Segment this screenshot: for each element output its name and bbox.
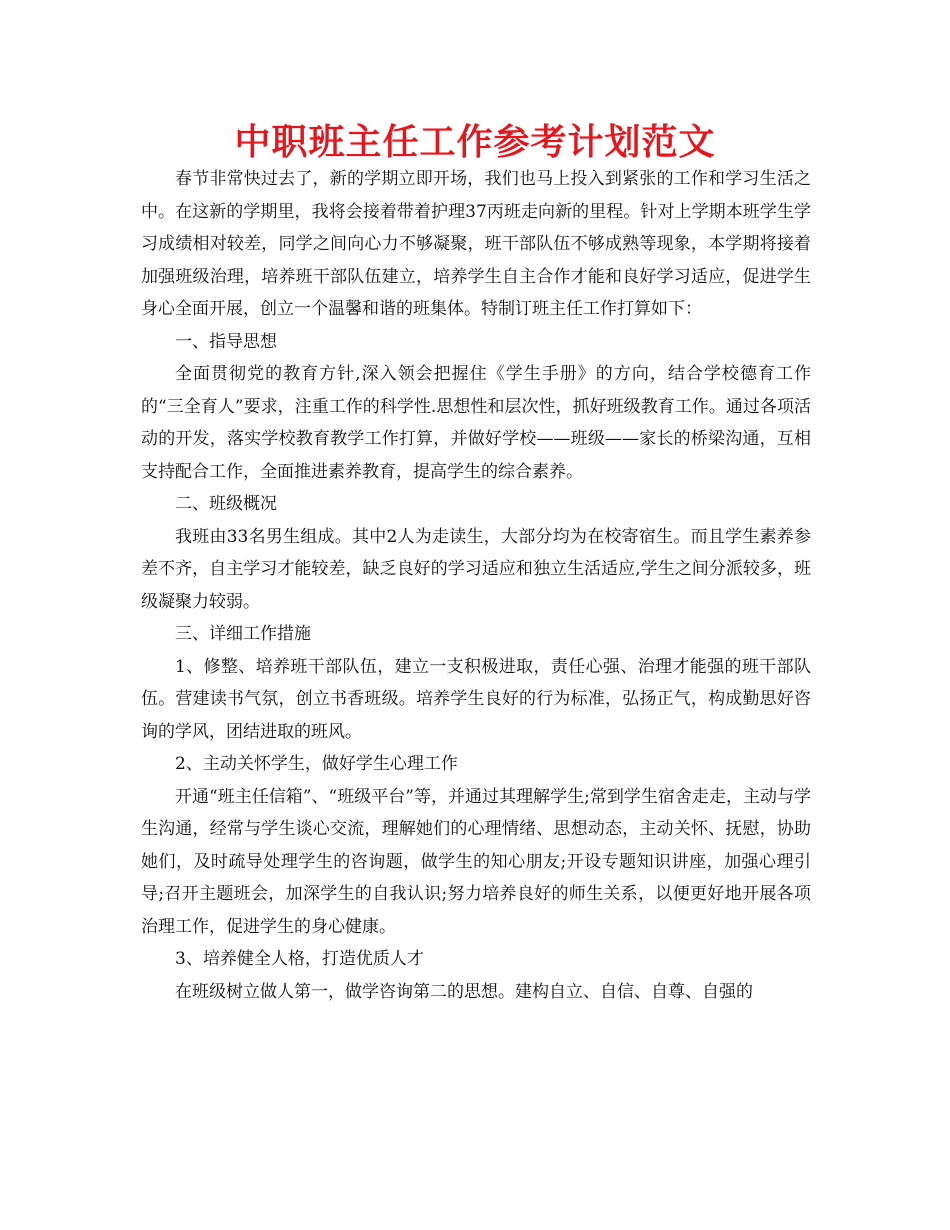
section-heading-class-overview: 二、班级概况 [175,494,277,514]
subheading-measure-3: 3、培养健全人格，打造优质人才 [175,949,424,969]
paragraph-guiding-ideology: 全面贯彻党的教育方针,深入领会把握住《学生手册》的方向，结合学校德育工作的“三全育人”要求，注重工作的科学性.思想性和层次性，抓好班级教育工作。通过各项活动的开发，落实学校教育教学工作打算，并做好学校——班级——家长的桥梁沟通，互相支持配合工作，全面推进素养教育，提高学生的综合素养。 [141,364,811,482]
section-heading-guiding-ideology: 一、指导思想 [175,331,277,352]
paragraph-measure-2: 开通“班主任信箱”、“班级平台”等，并通过其理解学生;常到学生宿舍走走，主动与学生沟通，经常与学生谈心交流，理解她们的心理情绪、思想动态，主动关怀、抚慰，协助她们，及时疏导处理学生的咨询题，做学生的知心朋友;开设专题知识讲座，加强心理引导;召开主题班会，加深学生的自我认识;努力培养良好的师生关系，以便更好地开展各项治理工作，促进学生的身心健康。 [141,786,811,937]
document-title: 中职班主任工作参考计划范文 [234,122,716,163]
subheading-measure-2: 2、主动关怀学生，做好学生心理工作 [175,754,458,774]
paragraph-class-overview: 我班由33名男生组成。其中2人为走读生，大部分均为在校寄宿生。而且学生素养参差不齐，自主学习才能较差，缺乏良好的学习适应和独立生活适应,学生之间分派较多，班级凝聚力较弱。 [141,526,811,612]
paragraph-measure-1: 1、修整、培养班干部队伍，建立一支积极进取，责任心强、治理才能强的班干部队伍。营建读书气氛，创立书香班级。培养学生良好的行为标准，弘扬正气，构成勤思好咨询的学风，团结进取的班风。 [141,656,811,742]
document-body [141,163,811,1008]
paragraph-intro: 春节非常快过去了，新的学期立即开场，我们也马上投入到紧张的工作和学习生活之中。在这新的学期里，我将会接着带着护理37丙班走向新的里程。针对上学期本班学生学习成绩相对较差，同学之间向心力不够凝聚，班干部队伍不够成熟等现象，本学期将接着加强班级治理，培养班干部队伍建立，培养学生自主合作才能和良好学习适应，促进学生身心全面开展，创立一个温馨和谐的班集体。特制订班主任工作打算如下： [141,169,811,319]
section-heading-work-measures: 三、详细工作措施 [175,624,311,644]
paragraph-measure-3: 在班级树立做人第一，做学咨询第二的思想。建构自立、自信、自尊、自强的 [175,981,753,1002]
